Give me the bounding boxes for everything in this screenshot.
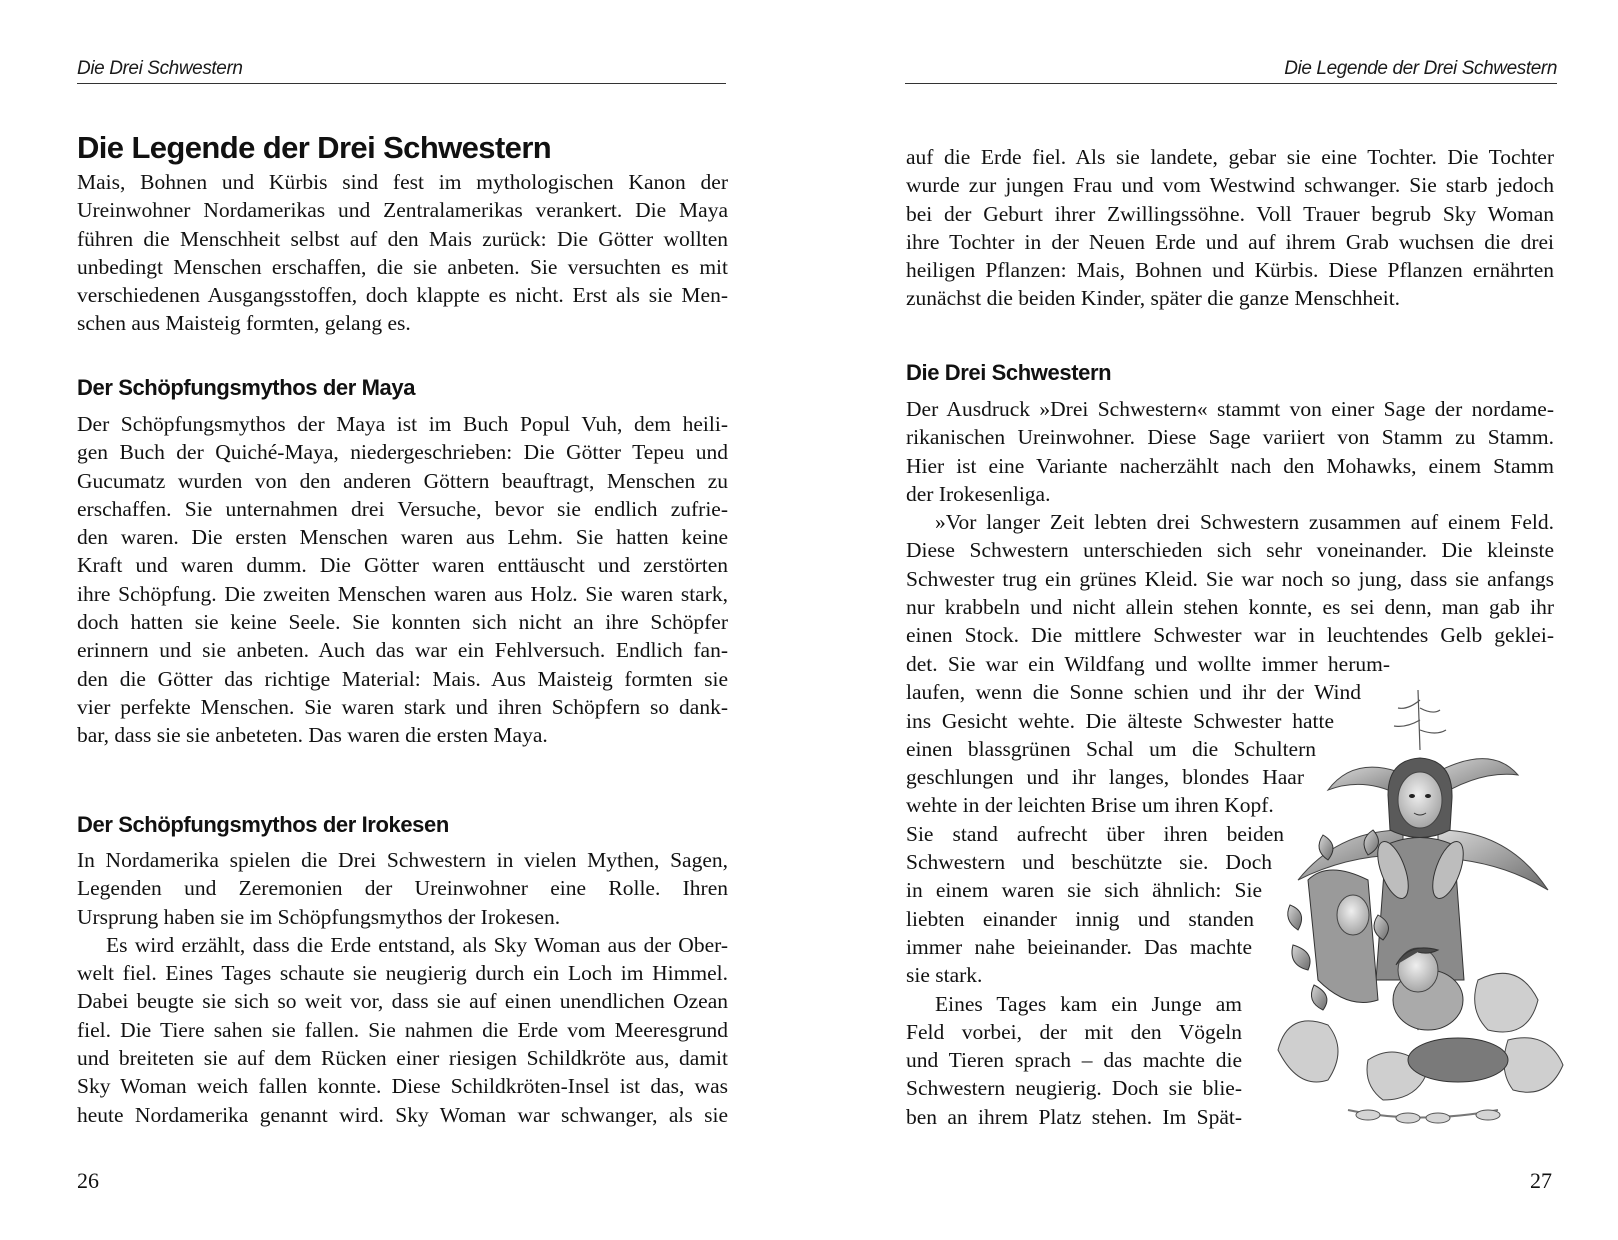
text-line: zunächst die beiden Kinder, später die ganze Menschheit. — [906, 286, 1401, 311]
text-line: Ureinwohner Nordamerikas und Zentralamerikas verankert. Die Maya — [77, 198, 728, 223]
text-line: in einem waren sie sich ähnlich: Sie — [906, 878, 1262, 903]
text-line: nur krabbeln und nicht allein stehen konnte, es sei denn, man gab ihr — [906, 595, 1554, 620]
text-line: Der Schöpfungsmythos der Maya ist im Buch Popul Vuh, dem heili- — [77, 412, 728, 436]
text-line: bar, dass sie sie anbeteten. Das waren die ersten Maya. — [77, 723, 548, 748]
corn-sister-figure — [1371, 758, 1469, 980]
chapter-title: Die Legende der Drei Schwestern — [77, 130, 552, 165]
text-line: Sie stand aufrecht über ihren beiden — [906, 821, 1284, 846]
paragraph-irokesen — [77, 846, 728, 1129]
text-line: Es wird erzählt, dass die Erde entstand, als Sky Woman aus der Ober- — [106, 932, 728, 957]
text-line: Kraft und waren dumm. Die Götter waren enttäuscht und zerstörten — [77, 553, 728, 578]
text-line: rikanischen Ureinwohner. Diese Sage variiert von Stamm zu Stamm. — [906, 425, 1554, 450]
text-line: verschiedenen Ausgangsstoffen, doch klappte es nicht. Erst als sie Men- — [77, 283, 728, 308]
three-sisters-illustration — [1268, 680, 1568, 1130]
text-line: unbedingt Menschen erschaffen, die sie anbeten. Sie versuchten es mit — [77, 254, 728, 279]
text-line: Sky Woman weich fallen konnte. Diese Schildkröten-Insel ist das, was — [77, 1074, 728, 1099]
corn-tassel-icon — [1394, 690, 1446, 750]
text-line: liebten einander innig und standen — [906, 906, 1254, 931]
text-line: geschlungen und ihr langes, blondes Haar — [906, 765, 1304, 790]
text-line: Feld vorbei, der mit den Vögeln — [906, 1019, 1242, 1044]
continuation-paragraph — [906, 143, 1554, 313]
header-rule — [77, 83, 726, 84]
text-line: vier perfekte Menschen. Sie waren stark und ihren Schöpfern so dank- — [77, 694, 728, 719]
text-line: »Vor langer Zeit lebten drei Schwestern zusammen auf einem Feld. — [935, 510, 1554, 535]
section-heading-schwestern: Die Drei Schwestern — [906, 360, 1112, 385]
text-line: ihre Schöpfung. Die zweiten Menschen waren aus Holz. Sie waren stark, — [77, 581, 728, 606]
text-line: Mais, Bohnen und Kürbis sind fest im mythologischen Kanon der — [77, 170, 728, 194]
text-line: heiligen Pflanzen: Mais, Bohnen und Kürbis. Diese Pflanzen ernährten — [906, 258, 1554, 283]
section-heading-maya: Der Schöpfungsmythos der Maya — [77, 375, 416, 400]
text-line: heute Nordamerika genannt wird. Sky Woman war schwanger, als sie — [77, 1102, 728, 1127]
text-line: ihre Tochter in der Neuen Erde und auf ihrem Grab wuchsen die drei — [906, 229, 1554, 254]
text-line: der Irokesenliga. — [906, 481, 1051, 506]
text-line: laufen, wenn die Sonne schien und ihr der Wind — [906, 680, 1361, 705]
running-head: Die Legende der Drei Schwestern — [1284, 58, 1557, 79]
text-line: Hier ist eine Variante nacherzählt nach den Mohawks, einem Stamm — [906, 453, 1554, 478]
text-line: den waren. Die ersten Menschen waren aus Lehm. Sie hatten keine — [77, 525, 728, 550]
text-line: sie stark. — [906, 963, 983, 988]
text-line: Dabei beugte sie sich so weit vor, dass sie auf einen unendlichen Ozean — [77, 989, 728, 1014]
text-line: det. Sie war ein Wildfang und wollte immer herum- — [906, 652, 1390, 676]
running-head: Die Drei Schwestern — [77, 58, 243, 79]
text-line: In Nordamerika spielen die Drei Schwestern in vielen Mythen, Sagen, — [77, 848, 728, 872]
text-line: Diese Schwestern unterschieden sich sehr voneinander. Die kleinste — [906, 538, 1554, 563]
text-line: den die Götter das richtige Material: Mais. Aus Maisteig formten sie — [77, 666, 728, 691]
text-line: bei der Geburt ihrer Zwillingssöhne. Voll Trauer begrub Sky Woman — [906, 201, 1554, 226]
text-line: Gucumatz wurden von den anderen Göttern beauftragt, Menschen zu — [77, 468, 728, 493]
paragraph-maya — [77, 410, 728, 750]
header-rule — [905, 83, 1557, 84]
text-line: Eines Tages kam ein Junge am — [935, 991, 1242, 1016]
text-line: Legenden und Zeremonien der Ureinwohner eine Rolle. Ihren — [77, 876, 728, 901]
page-number: 27 — [1530, 1168, 1552, 1193]
text-line: fiel. Die Tiere sahen sie fallen. Sie nahmen die Erde vom Meeresgrund — [77, 1017, 728, 1042]
section-heading-irokesen: Der Schöpfungsmythos der Irokesen — [77, 812, 449, 837]
text-line: Schwester trug ein grünes Kleid. Sie war noch so jung, dass sie anfangs — [906, 566, 1554, 591]
text-line: erschaffen. Sie unternahmen drei Versuche, bevor sie endlich zufrie- — [77, 496, 728, 521]
text-line: doch hatten sie keine Seele. Sie konnten sich nicht an ihre Schöpfer — [77, 610, 728, 635]
text-line: ben an ihrem Platz stehen. Im Spät- — [906, 1104, 1242, 1129]
text-line: erinnern und sie anbeten. Auch das war ein Fehlversuch. Endlich fan- — [77, 638, 728, 663]
text-line: Schwestern und beschützte sie. Doch — [906, 850, 1272, 875]
intro-paragraph — [77, 168, 728, 338]
text-line: einen Stock. Die mittlere Schwester war in leuchtendes Gelb geklei- — [906, 623, 1554, 648]
text-line: schen aus Maisteig formten, gelang es. — [77, 311, 411, 336]
page-number: 26 — [77, 1168, 99, 1193]
text-line: welt fiel. Eines Tages schaute sie neugierig durch ein Loch im Himmel. — [77, 961, 728, 986]
text-line: wurde zur jungen Frau und vom Westwind schwanger. Sie starb jedoch — [906, 173, 1554, 198]
text-line: ins Gesicht wehte. Die älteste Schwester hatte — [906, 708, 1334, 733]
text-line: einen blassgrünen Schal um die Schultern — [906, 736, 1316, 761]
paragraph-schwestern — [906, 395, 1554, 650]
text-line: auf die Erde fiel. Als sie landete, gebar sie eine Tochter. Die Tochter — [906, 145, 1554, 169]
text-line: gen Buch der Quiché-Maya, niedergeschrieben: Die Götter Tepeu und — [77, 440, 728, 465]
text-line: Ursprung haben sie im Schöpfungsmythos der Irokesen. — [77, 904, 561, 929]
text-line: und breiteten sie auf dem Rücken einer riesigen Schildkröte aus, damit — [77, 1046, 728, 1071]
text-line: immer nahe beieinander. Das machte — [906, 934, 1252, 959]
text-line: führen die Menschheit selbst auf den Mais zurück: Die Götter wollten — [77, 226, 728, 251]
text-line: wehte in der leichten Brise um ihren Kopf. — [906, 793, 1274, 818]
text-line: Schwestern neugierig. Doch sie blie- — [906, 1076, 1242, 1101]
text-line: und Tieren sprach – das machte die — [906, 1048, 1242, 1073]
text-line: Der Ausdruck »Drei Schwestern« stammt von einer Sage der nordame- — [906, 397, 1554, 421]
